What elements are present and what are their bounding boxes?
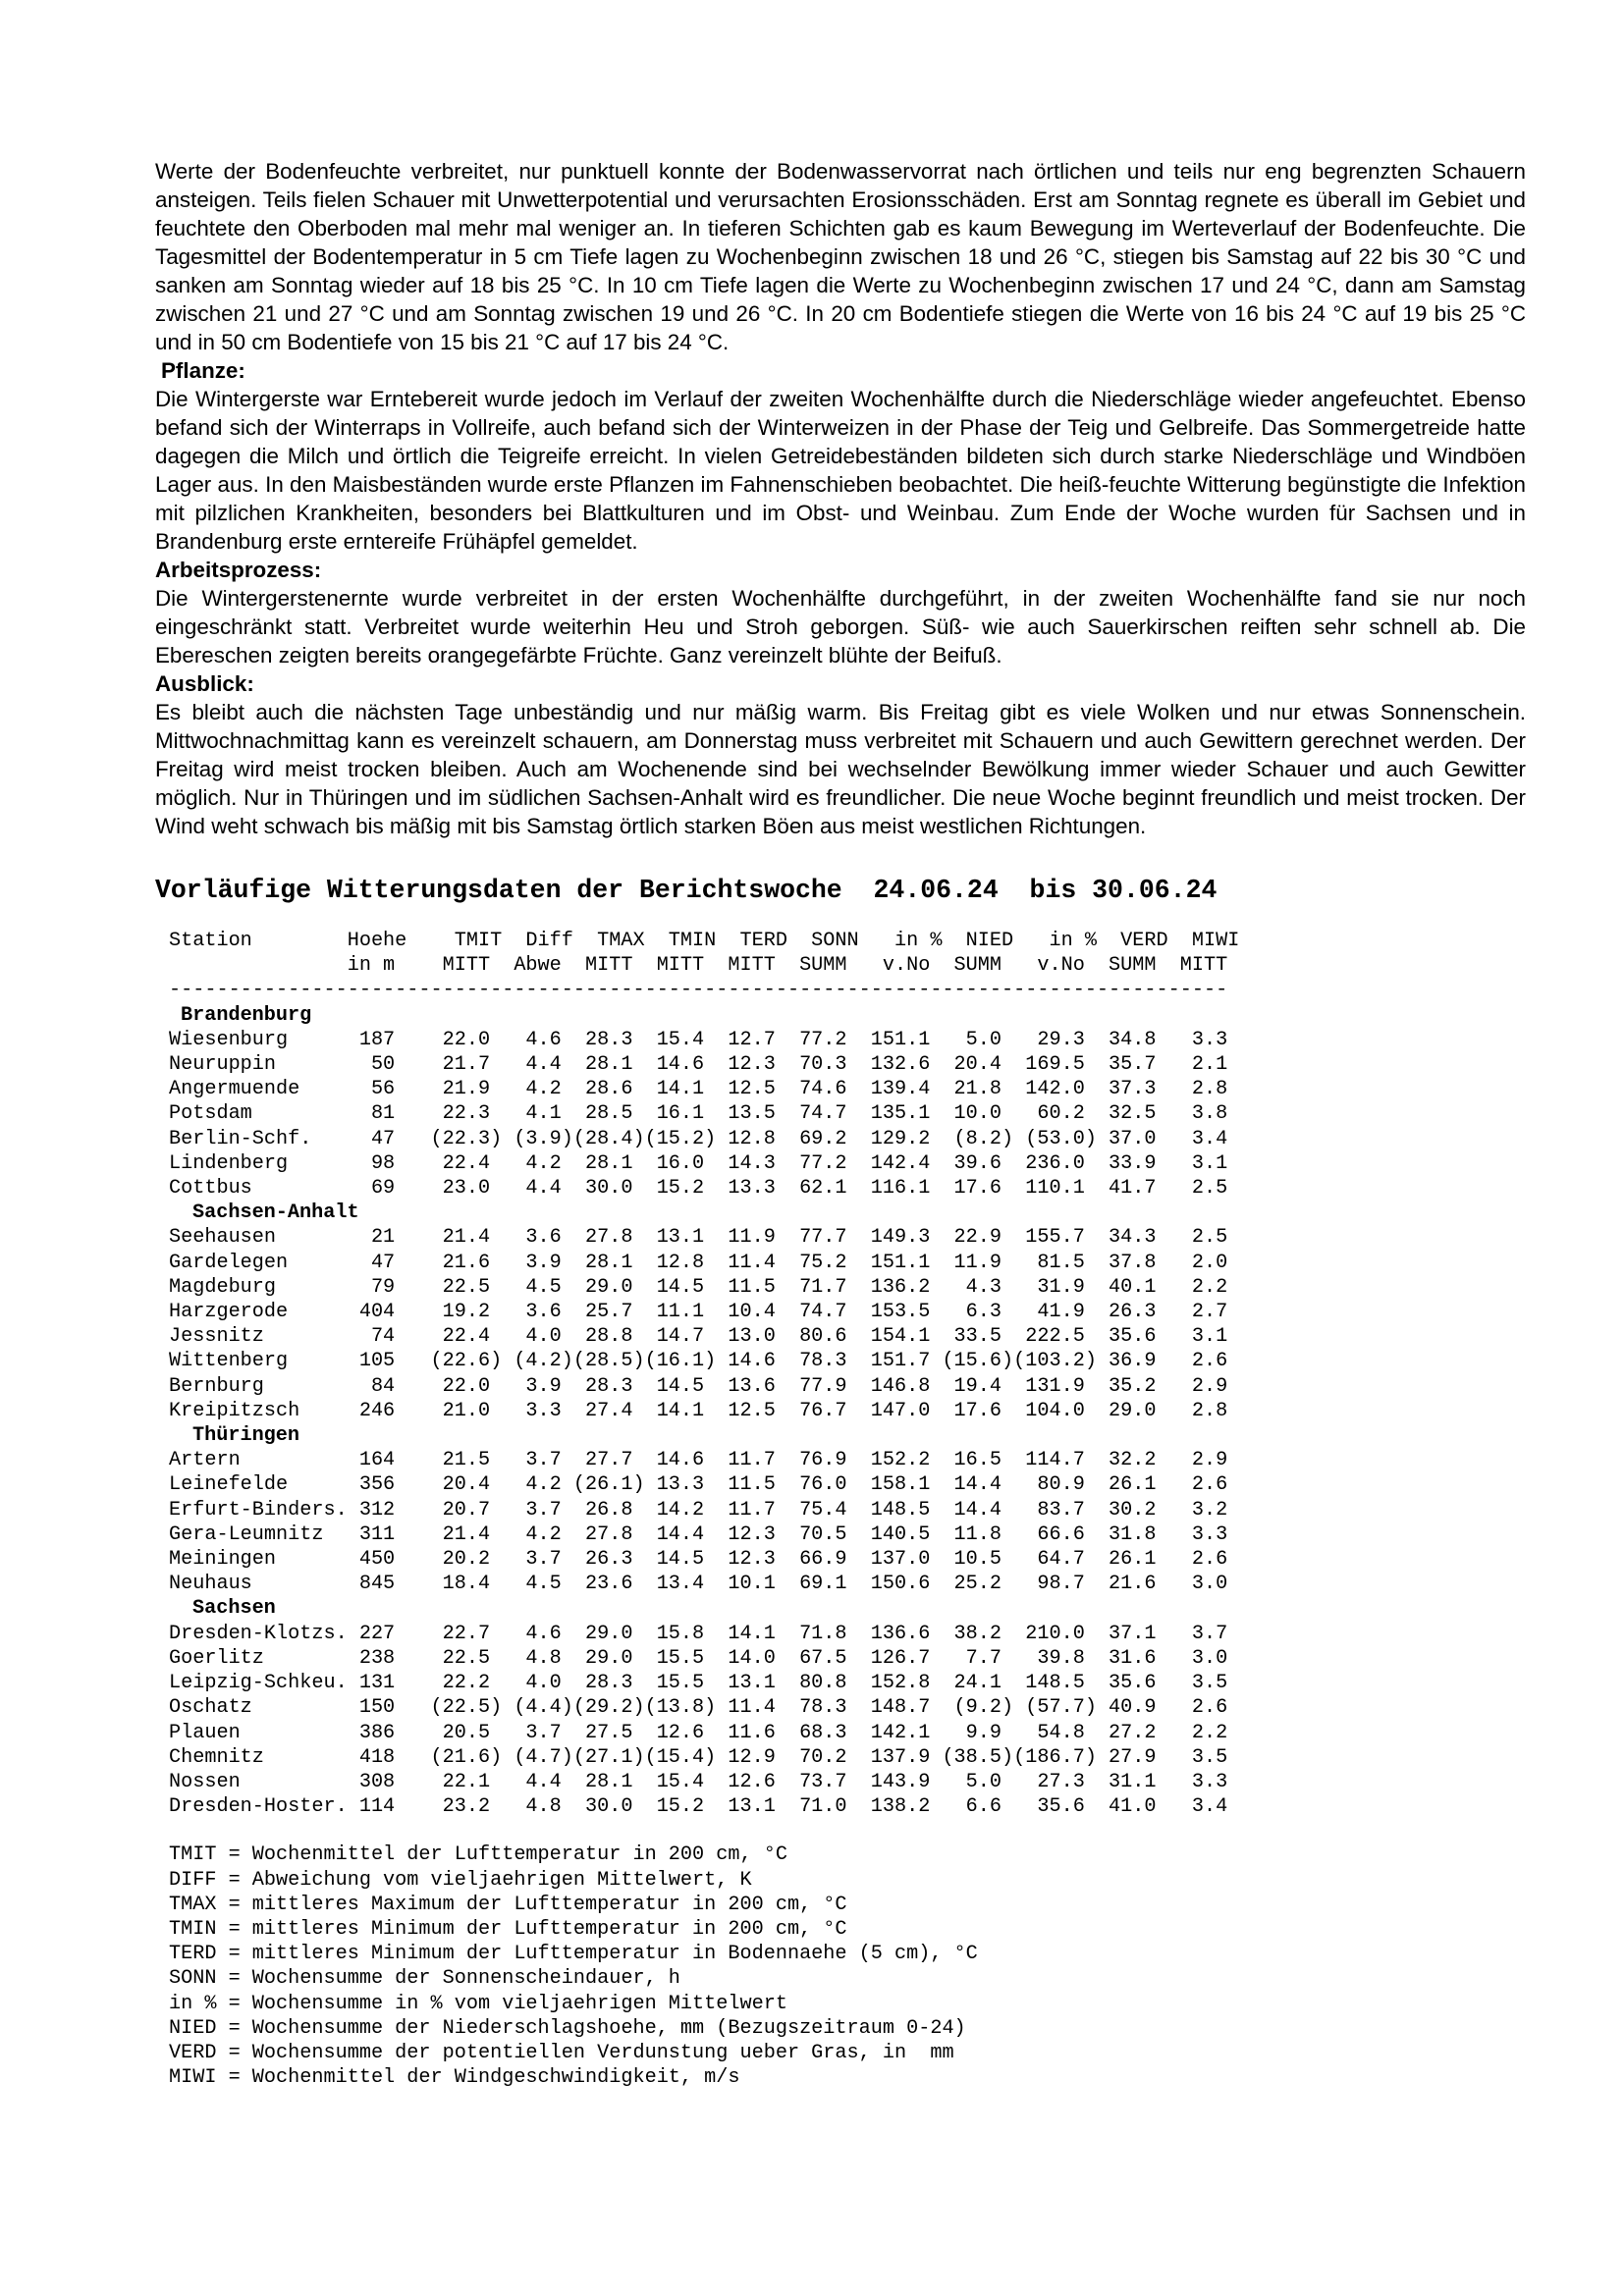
legend-line: NIED = Wochensumme der Niederschlagshoehe, mm (Bezugszeitraum 0-24) [169, 2016, 966, 2040]
station-row: Nossen 308 22.1 4.4 28.1 15.4 12.6 73.7 143.9 5.0 27.3 31.1 3.3 [169, 1770, 1228, 1793]
plant-heading: Pflanze: [161, 358, 245, 383]
station-row: Plauen 386 20.5 3.7 27.5 12.6 11.6 68.3 142.1 9.9 54.8 27.2 2.2 [169, 1721, 1228, 1744]
abbreviation-legend [155, 1842, 1526, 2090]
station-row: Neuruppin 50 21.7 4.4 28.1 14.6 12.3 70.3 132.6 20.4 169.5 35.7 2.1 [169, 1053, 1228, 1077]
station-row: Chemnitz 418 (21.6) (4.7)(27.1)(15.4) 12.9 70.2 137.9 (38.5)(186.7) 27.9 3.5 [169, 1745, 1228, 1769]
legend-line: VERD = Wochensumme der potentiellen Verdunstung ueber Gras, in mm [169, 2041, 954, 2064]
station-row: Erfurt-Binders. 312 20.7 3.7 26.8 14.2 11.7 75.4 148.5 14.4 83.7 30.2 3.2 [169, 1498, 1228, 1522]
outlook-heading: Ausblick: [155, 671, 254, 696]
station-row: Kreipitzsch 246 21.0 3.3 27.4 14.1 12.5 76.7 147.0 17.6 104.0 29.0 2.8 [169, 1399, 1228, 1422]
table-body [155, 1003, 1526, 1820]
station-row: Angermuende 56 21.9 4.2 28.6 14.1 12.5 74.6 139.4 21.8 142.0 37.3 2.8 [169, 1078, 1228, 1101]
station-row: Bernburg 84 22.0 3.9 28.3 14.5 13.6 77.9 146.8 19.4 131.9 35.2 2.9 [169, 1374, 1228, 1398]
station-row: Gardelegen 47 21.6 3.9 28.1 12.8 11.4 75.2 151.1 11.9 81.5 37.8 2.0 [169, 1251, 1228, 1274]
state-group-heading: Sachsen-Anhalt [192, 1201, 359, 1225]
soil-moisture-paragraph: Werte der Bodenfeuchte verbreitet, nur punktuell konnte der Bodenwasservorrat nach örtlichen und teils nur eng begrenzten Schauern ansteigen. Teils fielen Schauer mit Unwetterpotential und verursachten Erosionsschäden. Erst am Sonntag regnete es überall im Gebiet und feuchtete den Oberboden mal mehr mal weniger an. In tieferen Schichten gab es kaum Bewegung im Werteverlauf der Bodenfeuchte. Die Tagesmittel der Bodentemperatur in 5 cm Tiefe lagen zu Wochenbeginn zwischen 18 und 26 °C, stiegen bis Samstag auf 22 bis 30 °C und sanken am Sonntag wieder auf 18 bis 25 °C. In 10 cm Tiefe lagen die Werte zu Wochenbeginn zwischen 17 und 24 °C, dann am Samstag zwischen 21 und 27 °C und am Sonntag zwischen 19 und 26 °C. In 20 cm Bodentiefe stiegen die Werte von 16 bis 24 °C auf 19 bis 25 °C und in 50 cm Bodentiefe von 15 bis 21 °C auf 17 bis 24 °C. [155, 159, 1526, 354]
table-header-row-1: Station Hoehe TMIT Diff TMAX TMIN TERD SONN in % NIED in % VERD MIWI [169, 930, 1240, 952]
legend-line: MIWI = Wochenmittel der Windgeschwindigkeit, m/s [169, 2066, 740, 2090]
station-row: Meiningen 450 20.2 3.7 26.3 14.5 12.3 66.9 137.0 10.5 64.7 26.1 2.6 [169, 1548, 1228, 1572]
station-row: Jessnitz 74 22.4 4.0 28.8 14.7 13.0 80.6 154.1 33.5 222.5 35.6 3.1 [169, 1325, 1228, 1349]
station-row: Leinefelde 356 20.4 4.2 (26.1) 13.3 11.5 76.0 158.1 14.4 80.9 26.1 2.6 [169, 1473, 1228, 1497]
weather-data-table [155, 929, 1526, 1819]
legend-line: in % = Wochensumme in % vom vieljaehrigen Mittelwert [169, 1992, 787, 2015]
work-process-paragraph: Die Wintergerstenernte wurde verbreitet in der ersten Wochenhälfte durchgeführt, in der zweiten Wochenhälfte fand sie nur noch eingeschränkt statt. Verbreitet wurde weiterhin Heu und Stroh geborgen. Süß- wie auch Sauerkirschen reiften sehr schnell ab. Die Ebereschen zeigten bereits orangegefärbte Früchte. Ganz vereinzelt blühte der Beifuß. [155, 586, 1526, 667]
weather-table-title: Vorläufige Witterungsdaten der Berichtswoche 24.06.24 bis 30.06.24 [155, 876, 1218, 905]
station-row: Dresden-Klotzs. 227 22.7 4.6 29.0 15.8 14.1 71.8 136.6 38.2 210.0 37.1 3.7 [169, 1622, 1228, 1645]
legend-line: TMIN = mittleres Minimum der Lufttemperatur in 200 cm, °C [169, 1917, 847, 1941]
legend-line: TMIT = Wochenmittel der Lufttemperatur in 200 cm, °C [169, 1843, 787, 1867]
legend-line: DIFF = Abweichung vom vieljaehrigen Mittelwert, K [169, 1868, 752, 1892]
work-process-heading: Arbeitsprozess: [155, 558, 322, 582]
station-row: Dresden-Hoster. 114 23.2 4.8 30.0 15.2 13.1 71.0 138.2 6.6 35.6 41.0 3.4 [169, 1795, 1228, 1819]
state-group-heading: Brandenburg [181, 1003, 312, 1027]
outlook-paragraph: Es bleibt auch die nächsten Tage unbeständig und nur mäßig warm. Bis Freitag gibt es viele Wolken und nur etwas Sonnenschein. Mittwochnachmittag kann es vereinzelt schauern, am Donnerstag muss verbreitet mit Schauern und auch Gewittern gerechnet werden. Der Freitag wird meist trocken bleiben. Auch am Wochenende sind bei wechselnder Bewölkung immer wieder Schauer und auch Gewitter möglich. Nur in Thüringen und im südlichen Sachsen-Anhalt wird es freundlicher. Die neue Woche beginnt freundlich und meist trocken. Der Wind weht schwach bis mäßig mit bis Samstag örtlich starken Böen aus meist westlichen Richtungen. [155, 700, 1526, 838]
table-header-row-2: in m MITT Abwe MITT MITT MITT SUMM v.No SUMM v.No SUMM MITT [169, 954, 1228, 978]
report-page [155, 157, 1526, 2090]
legend-line: SONN = Wochensumme der Sonnenscheindauer, h [169, 1967, 680, 1991]
station-row: Harzgerode 404 19.2 3.6 25.7 11.1 10.4 74.7 153.5 6.3 41.9 26.3 2.7 [169, 1301, 1228, 1324]
station-row: Artern 164 21.5 3.7 27.7 14.6 11.7 76.9 152.2 16.5 114.7 32.2 2.9 [169, 1449, 1228, 1472]
plant-paragraph: Die Wintergerste war Erntebereit wurde jedoch im Verlauf der zweiten Wochenhälfte durch die Niederschläge wieder angefeuchtet. Ebenso befand sich der Winterraps in Vollreife, auch befand sich der Winterweizen in der Phase der Teig und Gelbreife. Das Sommergetreide hatte dagegen die Milch und örtlich die Teigreife erreicht. In vielen Getreidebeständen bildeten sich durch starke Niederschläge und Windböen Lager aus. In den Maisbeständen wurde erste Pflanzen im Fahnenschieben beobachtet. Die heiß-feuchte Witterung begünstigte die Infektion mit pilzlichen Krankheiten, besonders bei Blattkulturen und im Obst- und Weinbau. Zum Ende der Woche wurden für Sachsen und in Brandenburg erste erntereife Frühäpfel gemeldet. [155, 387, 1526, 554]
station-row: Neuhaus 845 18.4 4.5 23.6 13.4 10.1 69.1 150.6 25.2 98.7 21.6 3.0 [169, 1573, 1228, 1596]
station-row: Berlin-Schf. 47 (22.3) (3.9)(28.4)(15.2) 12.8 69.2 129.2 (8.2) (53.0) 37.0 3.4 [169, 1127, 1228, 1150]
station-row: Cottbus 69 23.0 4.4 30.0 15.2 13.3 62.1 116.1 17.6 110.1 41.7 2.5 [169, 1177, 1228, 1201]
station-row: Oschatz 150 (22.5) (4.4)(29.2)(13.8) 11.4 78.3 148.7 (9.2) (57.7) 40.9 2.6 [169, 1696, 1228, 1720]
legend-line: TMAX = mittleres Maximum der Lufttemperatur in 200 cm, °C [169, 1893, 847, 1916]
table-separator: ----------------------------------------------------------------------------------------- [169, 979, 1228, 1002]
station-row: Wiesenburg 187 22.0 4.6 28.3 15.4 12.7 77.2 151.1 5.0 29.3 34.8 3.3 [169, 1028, 1228, 1051]
station-row: Magdeburg 79 22.5 4.5 29.0 14.5 11.5 71.7 136.2 4.3 31.9 40.1 2.2 [169, 1275, 1228, 1299]
station-row: Wittenberg 105 (22.6) (4.2)(28.5)(16.1) 14.6 78.3 151.7 (15.6)(103.2) 36.9 2.6 [169, 1350, 1228, 1373]
state-group-heading: Sachsen [192, 1597, 276, 1621]
station-row: Goerlitz 238 22.5 4.8 29.0 15.5 14.0 67.5 126.7 7.7 39.8 31.6 3.0 [169, 1646, 1228, 1670]
station-row: Seehausen 21 21.4 3.6 27.8 13.1 11.9 77.7 149.3 22.9 155.7 34.3 2.5 [169, 1226, 1228, 1250]
station-row: Leipzig-Schkeu. 131 22.2 4.0 28.3 15.5 13.1 80.8 152.8 24.1 148.5 35.6 3.5 [169, 1672, 1228, 1695]
legend-line: TERD = mittleres Minimum der Lufttemperatur in Bodennaehe (5 cm), °C [169, 1943, 978, 1966]
station-row: Lindenberg 98 22.4 4.2 28.1 16.0 14.3 77.2 142.4 39.6 236.0 33.9 3.1 [169, 1151, 1228, 1175]
station-row: Gera-Leumnitz 311 21.4 4.2 27.8 14.4 12.3 70.5 140.5 11.8 66.6 31.8 3.3 [169, 1522, 1228, 1546]
station-row: Potsdam 81 22.3 4.1 28.5 16.1 13.5 74.7 135.1 10.0 60.2 32.5 3.8 [169, 1102, 1228, 1126]
state-group-heading: Thüringen [192, 1424, 300, 1448]
